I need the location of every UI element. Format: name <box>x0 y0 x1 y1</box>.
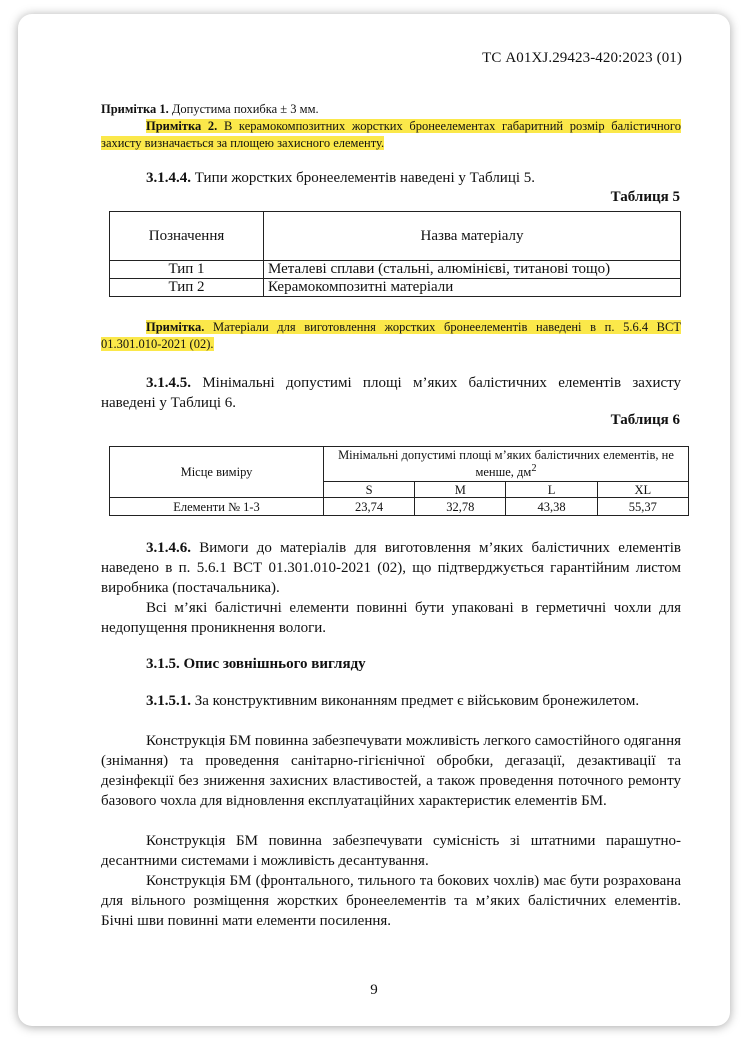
size-m: M <box>415 482 506 498</box>
table-cell: 32,78 <box>415 498 506 516</box>
table-5-caption: Таблиця 5 <box>610 189 680 205</box>
size-l: L <box>506 482 597 498</box>
section-text: Вимоги до матеріалів для виготовлення м’яких балістичних елементів наведено в п. 5.6.1 ВСТ 01.301.010-2021 (02), що підтверджується гарантійним листом виробника (постачальника). <box>101 540 681 596</box>
table-header-row <box>110 212 681 261</box>
note-1 <box>101 101 681 118</box>
section-3-1-4-4 <box>101 168 681 188</box>
document-page <box>18 14 730 1026</box>
paragraph-packaging: Всі м’які балістичні елементи повинні бути упаковані в герметичні чохли для недопущення проникнення вологи. <box>101 600 681 636</box>
page-number: 9 <box>370 982 378 998</box>
column-header-place: Місце виміру <box>110 447 324 498</box>
note-table-5-highlight <box>101 320 681 351</box>
section-3-1-5-1 <box>101 691 681 711</box>
table-cell: Тип 1 <box>110 261 264 279</box>
size-xl: XL <box>597 482 688 498</box>
section-text: Типи жорстких бронеелементів наведені у Таблиці 5. <box>191 170 536 186</box>
section-number: 3.1.4.4. <box>146 170 191 186</box>
table-row <box>110 498 689 516</box>
note-table-5-label: Примітка. <box>146 320 205 334</box>
table-6-caption: Таблиця 6 <box>610 412 680 428</box>
column-header-material: Назва матеріалу <box>264 212 681 261</box>
section-text: За конструктивним виконанням предмет є військовим бронежилетом. <box>191 693 640 709</box>
section-text: Мінімальні допустимі площі м’яких балістичних елементів захисту наведені у Таблиці 6. <box>101 375 681 411</box>
area-unit-superscript: 2 <box>531 463 537 475</box>
document-code: ТС А01ХJ.29423-420:2023 (01) <box>482 50 682 66</box>
section-title: 3.1.5. Опис зовнішнього вигляду <box>146 656 366 672</box>
section-3-1-4-5 <box>101 373 681 413</box>
table-5 <box>109 211 681 297</box>
column-header-min-area <box>324 447 689 482</box>
table-cell: 55,37 <box>597 498 688 516</box>
note-2 <box>101 118 681 152</box>
note-1-text: Допустима похибка ± 3 мм. <box>168 102 319 116</box>
table-cell: Керамокомпозитні матеріали <box>264 279 681 297</box>
table-6 <box>109 446 689 516</box>
section-number: 3.1.4.6. <box>146 540 191 556</box>
note-table-5-text: Матеріали для виготовлення жорстких бронеелементів наведені в п. 5.6.4 ВСТ 01.301.010-2021 (02). <box>101 320 681 351</box>
note-2-highlight <box>101 119 681 150</box>
paragraph-construction-3: Конструкція БМ (фронтального, тильного та бокових чохлів) має бути розрахована для вільного розміщення жорстких бронеелементів та м’яких балістичних елементів. Бічні шви повинні мати елементи посилення. <box>101 873 681 929</box>
paragraph-construction-1: Конструкція БМ повинна забезпечувати можливість легкого самостійного одягання (знімання) та проведення санітарно-гігієнічної обробки, дегазації, дезактивації та дезінфекції без зниження захисних властивостей, а також проведення поточного ремонту базового чохла для відновлення експлуатаційних характеристик елементів БМ. <box>101 733 681 809</box>
table-cell: Тип 2 <box>110 279 264 297</box>
note-2-label: Примітка 2. <box>146 119 218 133</box>
table-header-row <box>110 447 689 482</box>
note-table-5 <box>101 319 681 353</box>
section-number: 3.1.4.5. <box>146 375 191 391</box>
note-2-text: В керамокомпозитних жорстких бронеелементах габаритний розмір балістичного захисту визначається за площею захисного елементу. <box>101 119 681 150</box>
area-header-text: Мінімальні допустимі площі м’яких балістичних елементів, не менше, дм <box>338 448 674 480</box>
paragraph-construction-2: Конструкція БМ повинна забезпечувати сумісність зі штатними парашутно-десантними системами і можливість десантування. <box>101 833 681 869</box>
section-3-1-4-6 <box>101 538 681 598</box>
table-row <box>110 279 681 297</box>
note-1-label: Примітка 1. <box>101 102 169 116</box>
table-cell: 43,38 <box>506 498 597 516</box>
table-row <box>110 261 681 279</box>
section-3-1-5-title <box>101 654 681 674</box>
section-number: 3.1.5.1. <box>146 693 191 709</box>
table-cell: 23,74 <box>324 498 415 516</box>
table-cell: Металеві сплави (стальні, алюмінієві, титанові тощо) <box>264 261 681 279</box>
size-s: S <box>324 482 415 498</box>
column-header-designation: Позначення <box>110 212 264 261</box>
row-label: Елементи № 1-3 <box>110 498 324 516</box>
